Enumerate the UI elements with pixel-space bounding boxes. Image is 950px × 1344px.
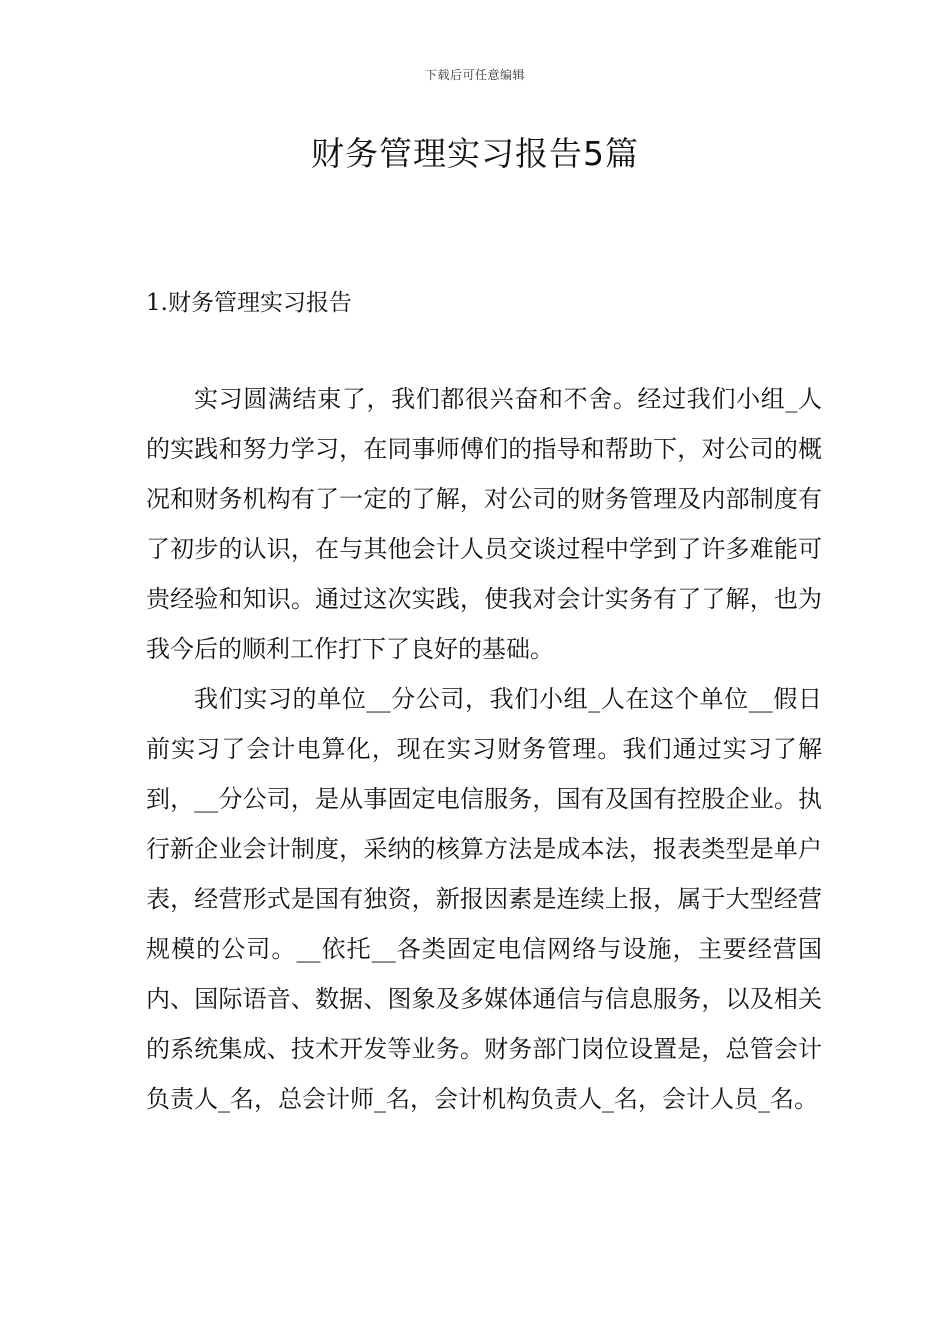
document-body xyxy=(146,374,822,1124)
paragraph: 实习圆满结束了，我们都很兴奋和不舍。经过我们小组_人的实践和努力学习，在同事师傅们的指导和帮助下，对公司的概况和财务机构有了一定的了解，对公司的财务管理及内部制度有了初步的认识，在与其他会计人员交谈过程中学到了许多难能可贵经验和知识。通过这次实践，使我对会计实务有了了解，也为我今后的顺利工作打下了良好的基础。 xyxy=(146,385,822,663)
header-note: 下载后可任意编辑 xyxy=(424,68,525,82)
paragraph: 我们实习的单位__分公司，我们小组_人在这个单位__假日前实习了会计电算化，现在实习财务管理。我们通过实习了解到，__分公司，是从事固定电信服务，国有及国有控股企业。执行新企业会计制度，采纳的核算方法是成本法，报表类型是单户表，经营形式是国有独资，新报因素是连续上报，属于大型经营规模的公司。__依托__各类固定电信网络与设施，主要经营国内、国际语音、数据、图象及多媒体通信与信息服务，以及相关的系统集成、技术开发等业务。财务部门岗位设置是，总管会计负责人_名，总会计师_名，会计机构负责人_名，会计人员_名。 xyxy=(146,685,822,1113)
document-title: 财务管理实习报告5篇 xyxy=(311,134,639,173)
section-heading: 1.财务管理实习报告 xyxy=(146,290,352,316)
